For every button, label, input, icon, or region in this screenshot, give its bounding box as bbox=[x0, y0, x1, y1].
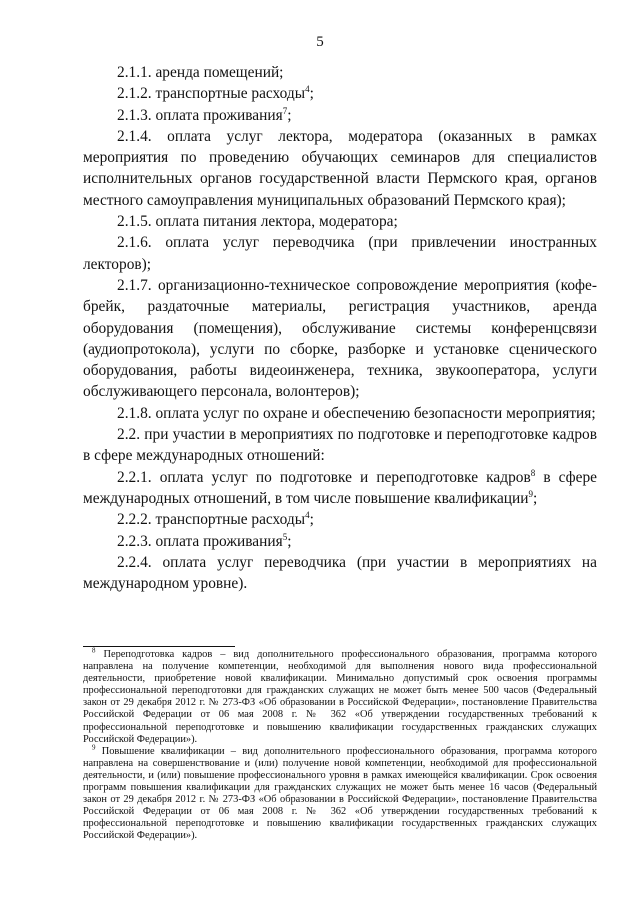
footnote-ref[interactable]: 9 bbox=[528, 488, 534, 499]
footnote-ref[interactable]: 5 bbox=[282, 531, 288, 542]
list-item: 2.1.8. оплата услуг по охране и обеспечению безопасности мероприятия; bbox=[117, 404, 596, 422]
list-item: 2.2.1. оплата услуг по подготовке и переподготовке кадров$^8$ в сфере международных отношений, в том числе повышение квалификации$^9$; bbox=[83, 467, 598, 507]
list-item: 2.1.4. оплата услуг лектора, модератора (оказанных в рамках мероприятия по проведению обучающих семинаров для специалистов исполнительных органов государственной власти Пермского края, органов местного самоуправления муниципальных образований Пермского края); bbox=[83, 127, 597, 209]
list-item: 2.2. при участии в мероприятиях по подготовке и переподготовке кадров в сфере международных отношений: bbox=[83, 426, 597, 465]
list-item: 2.1.2. транспортные расходы$^4$; bbox=[117, 84, 314, 103]
page-number: 5 bbox=[316, 34, 324, 50]
footnote-ref[interactable]: 4 bbox=[305, 84, 310, 95]
list-item: 2.1.5. оплата питания лектора, модератора; bbox=[117, 213, 398, 231]
footnote-mark: 8 bbox=[92, 646, 96, 655]
list-item: 2.2.4. оплата услуг переводчика (при участии в мероприятиях на международном уровне). bbox=[83, 553, 597, 593]
list-item: 2.2.2. транспортные расходы$^4$; bbox=[117, 510, 314, 529]
footnote-ref[interactable]: 4 bbox=[305, 510, 310, 521]
list-item: 2.1.6. оплата услуг переводчика (при привлечении иностранных лекторов); bbox=[83, 234, 597, 273]
footnote-mark: 9 bbox=[92, 743, 96, 752]
footnotes bbox=[83, 646, 597, 843]
list-item: 2.2.3. оплата проживания$^5$; bbox=[117, 531, 292, 550]
footnote-divider bbox=[83, 646, 235, 647]
footnote: $^9$ Повышение квалификации – вид дополнительного профессионального образования, программа которого направлена на совершенствование и (или) получение новой компетенции, необходимой для профессиональной деятельности, и (или) повышение профессионального уровня в рамках имеющейся квалификации. Срок освоения программ повышения квалификации для гражданских служащих не может быть менее 16 часов (Федеральный закон от 29 декабря 2012 г. № 273-ФЗ «Об образовании в Российской Федерации», постановление Правительства Российской Федерации от 06 мая 2008 г. № 362 «Об утверждении государственных требований к профессиональной переподготовке и повышению квалификации государственных гражданских служащих Российской Федерации»). bbox=[83, 743, 597, 842]
list-item: 2.1.3. оплата проживания$^7$; bbox=[117, 105, 292, 124]
footnote-ref[interactable]: 7 bbox=[282, 105, 288, 116]
document-body bbox=[83, 62, 597, 594]
footnote: $^8$ Переподготовка кадров – вид дополнительного профессионального образования, программа которого направлена на получение компетенции, необходимой для выполнения нового вида профессиональной деятельности, приобретение новой квалификации. Минимально допустимый срок освоения программы профессиональной переподготовки для гражданских служащих не может быть менее 500 часов (Федеральный закон от 29 декабря 2012 г. № 273-ФЗ «Об образовании в Российской Федерации», постановление Правительства Российской Федерации от 06 мая 2008 г. № 362 «Об утверждении государственных требований к профессиональной переподготовке и повышению квалификации государственных гражданских служащих Российской Федерации»). bbox=[83, 646, 597, 745]
list-item: 2.1.1. аренда помещений; bbox=[117, 64, 284, 81]
list-item: 2.1.7. организационно-техническое сопровождение мероприятия (кофе-брейк, раздаточные материалы, регистрация участников, аренда оборудования (помещения), обслуживание системы конференцсвязи (аудиопротокола), услуги по сборке, разборке и установке сценического оборудования, работы видеоинженера, техника, звукооператора, услуги обслуживающего персонала, волонтеров); bbox=[83, 276, 597, 401]
footnote-ref[interactable]: 8 bbox=[530, 467, 536, 478]
